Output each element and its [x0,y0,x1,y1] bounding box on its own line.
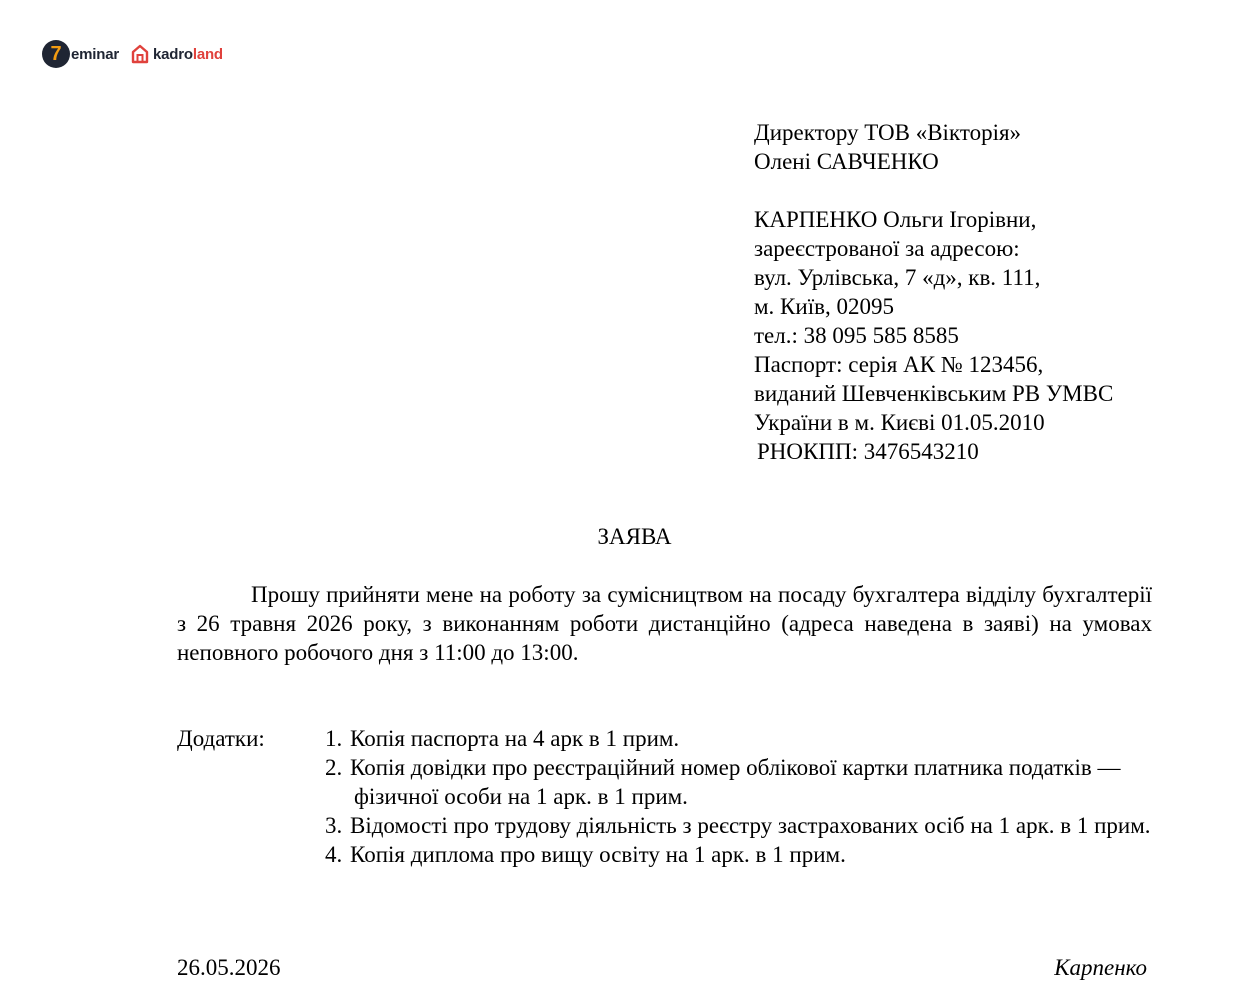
document-body: Прошу прийняти мене на роботу за сумісництвом на посаду бухгалтера відділу бухгалтерії з 26 травня 2026 року, з виконанням роботи дистанційно (адреса наведена в заяві) на умовах неповного робочого дня з 11:00 до 13:00. [177,582,1152,665]
sender-line: Паспорт: серія АК № 123456, [754,352,1044,377]
header-logos [42,39,223,69]
attachment-item [325,753,1155,811]
attachments-label: Додатки: [177,726,265,751]
addressee-block [754,118,1113,466]
attachment-text: Копія паспорта на 4 арк в 1 прим. [350,726,680,751]
addressee-line: Директору ТОВ «Вікторія» [754,120,1022,145]
attachment-item [325,840,1155,869]
document-date: 26.05.2026 [177,955,281,980]
kadroland-logo [131,44,223,64]
attachment-text: Копія довідки про реєстраційний номер облікової картки платника податків — фізичної особи на 1 арк. в 1 прим. [350,755,1121,809]
attachment-item [325,811,1155,840]
seminar-logo-text: eminar [71,45,119,63]
seminar-logo-badge: 7 [42,40,70,68]
kadroland-logo-text: kadroland [153,45,223,63]
attachment-item [325,724,1155,753]
sender-line: м. Київ, 02095 [754,294,894,319]
sender-line: КАРПЕНКО Ольги Ігорівни, [754,207,1037,232]
addressee-spacer [754,176,1113,205]
signature: Карпенко [1054,955,1147,980]
document-title: ЗАЯВА [597,524,672,549]
attachment-number: 1. [325,726,343,751]
attachment-text: Відомості про трудову діяльність з реєстру застрахованих осіб на 1 арк. в 1 прим. [350,813,1151,838]
attachment-number: 4. [325,842,343,867]
attachments-list [325,724,1155,869]
sender-line: вул. Урлівська, 7 «д», кв. 111, [754,265,1041,290]
seminar-logo [42,40,119,68]
sender-line: України в м. Києві 01.05.2010 [754,410,1045,435]
sender-line: зареєстрованої за адресою: [754,236,1020,261]
attachment-number: 2. [325,755,343,780]
addressee-line: Олені САВЧЕНКО [754,149,939,174]
sender-line: РНОКПП: 3476543210 [757,439,979,464]
kadroland-house-icon [131,44,149,64]
attachment-text: Копія диплома про вищу освіту на 1 арк. в 1 прим. [350,842,846,867]
sender-line: тел.: 38 095 585 8585 [754,323,959,348]
attachment-number: 3. [325,813,343,838]
sender-line: виданий Шевченківським РВ УМВС [754,381,1114,406]
